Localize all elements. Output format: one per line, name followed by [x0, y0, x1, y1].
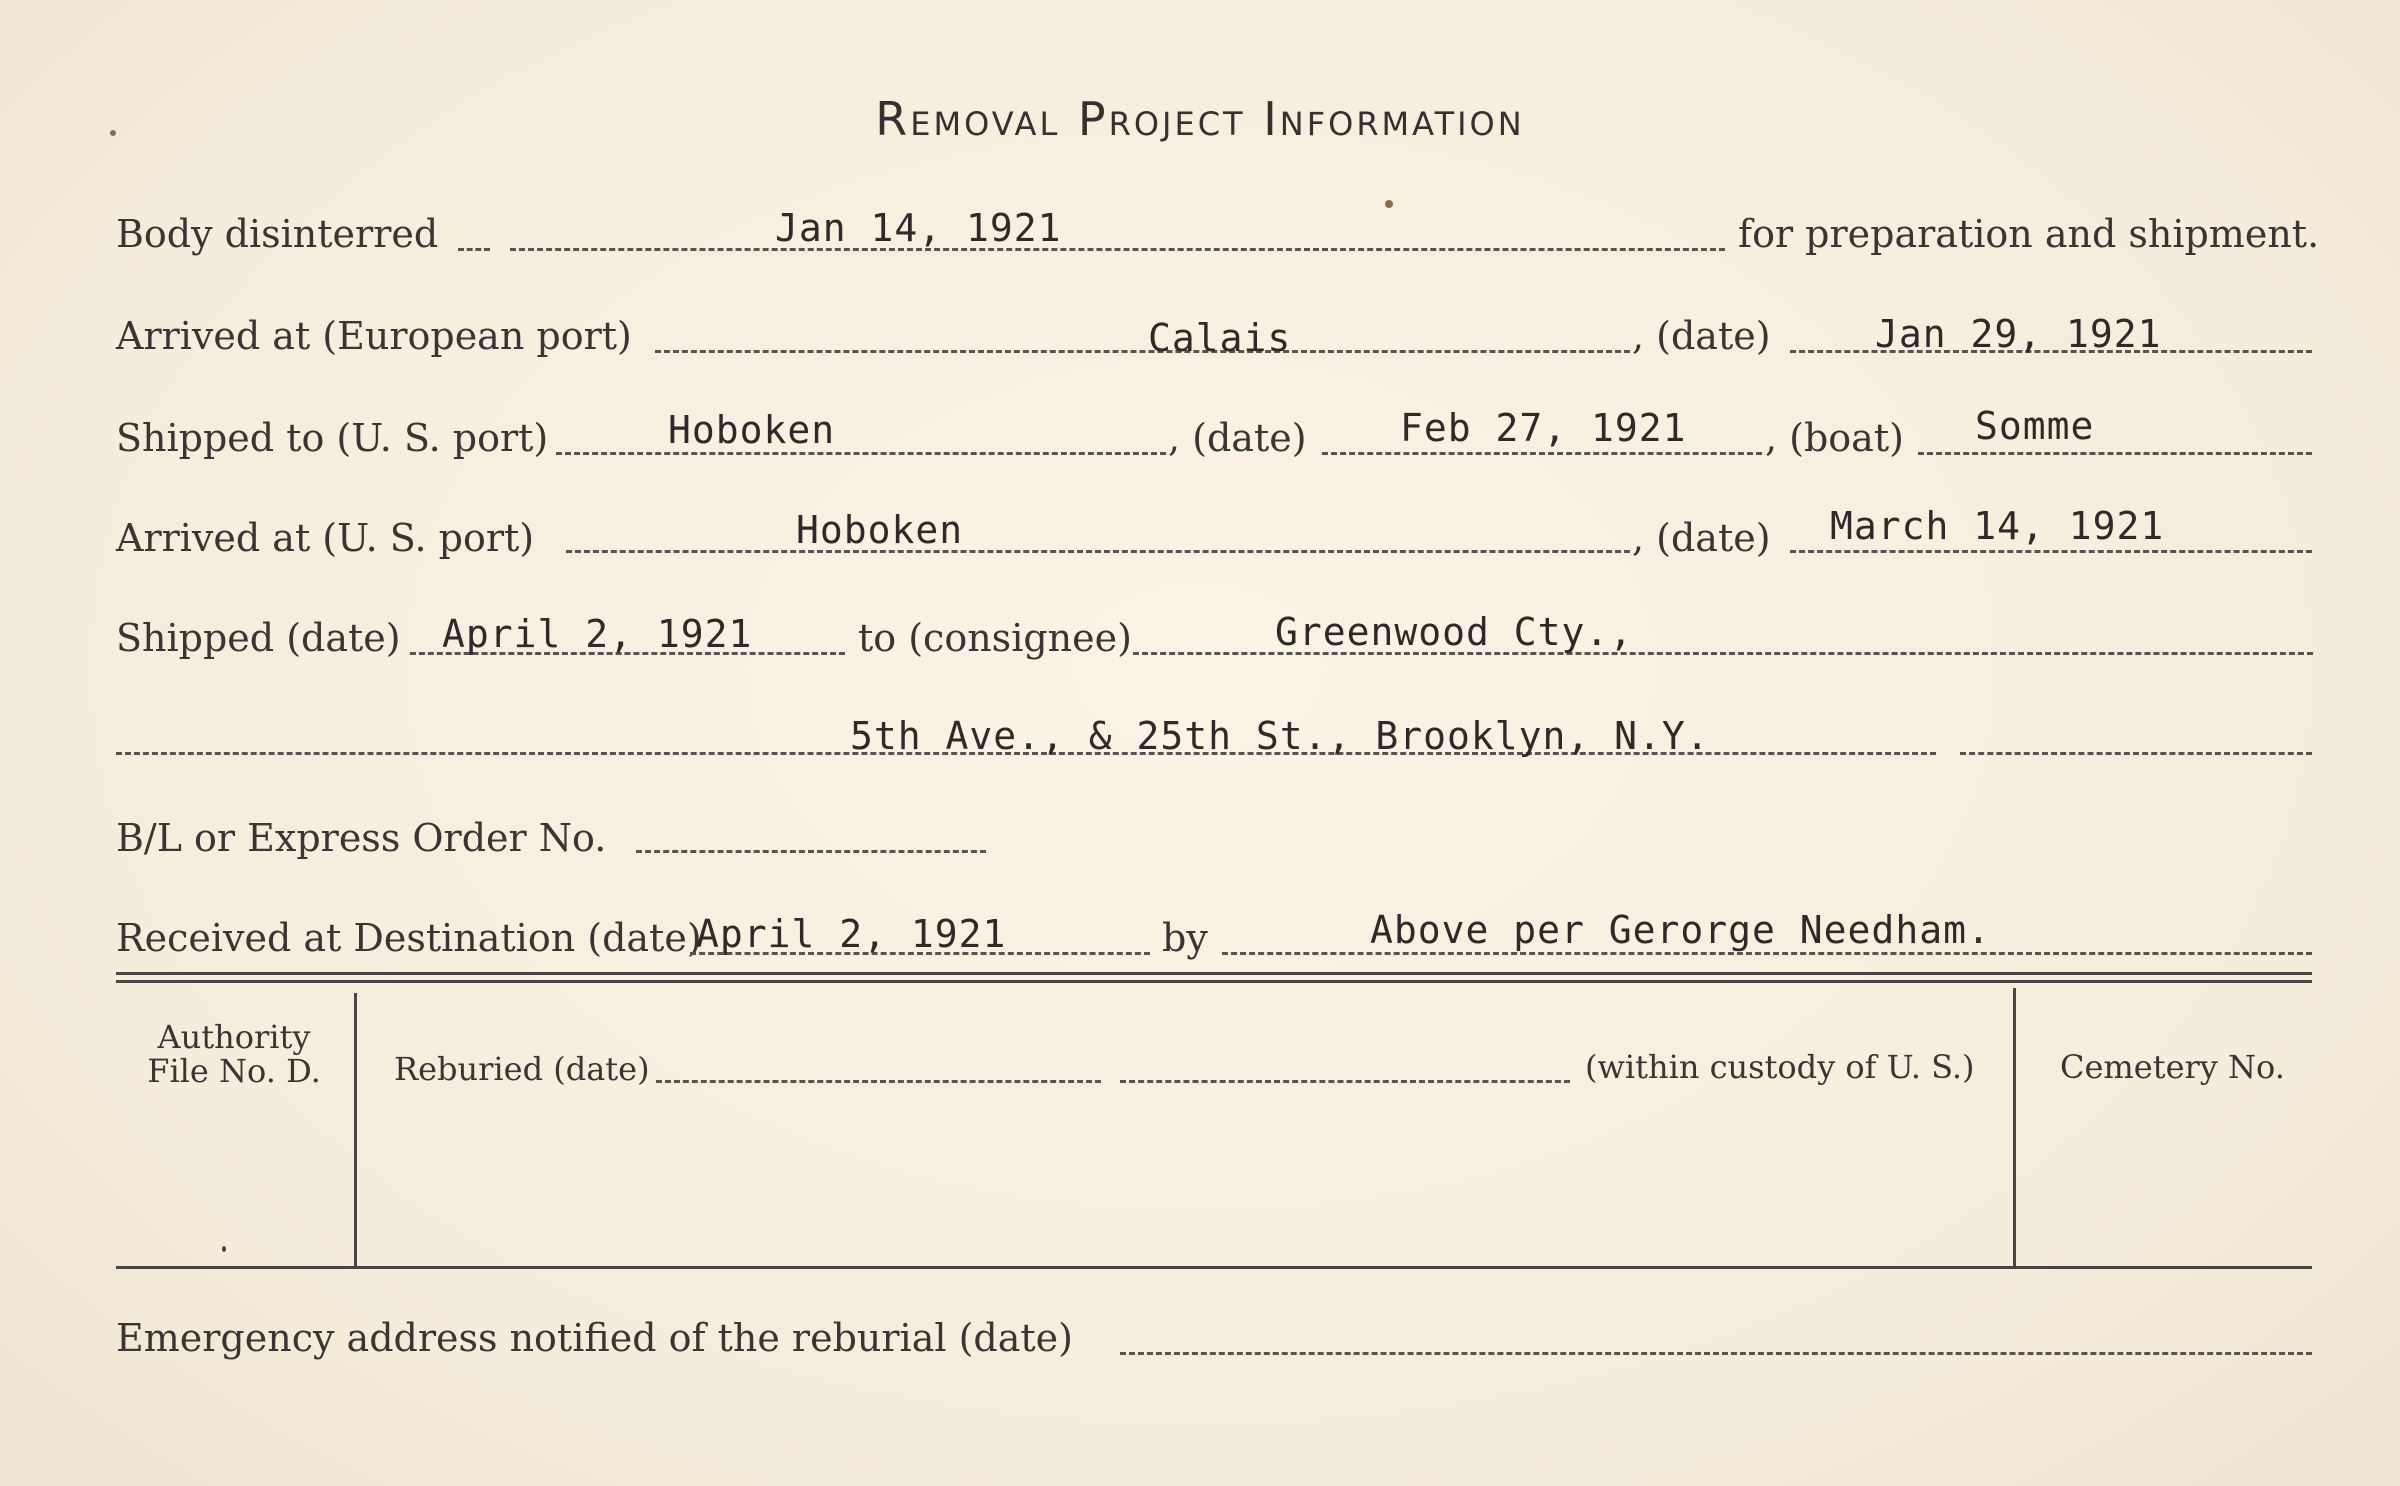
received-by-line [1222, 952, 2312, 955]
arrived-europe-date: Jan 29, 1921 [1875, 312, 2162, 356]
paper-speck [222, 1246, 226, 1252]
reburied-line [656, 1080, 1101, 1083]
arrived-us-label: Arrived at (U. S. port) [116, 516, 535, 560]
received-by: Above per Gerorge Needham. [1370, 908, 1991, 952]
reburied-label: Reburied (date) [394, 1050, 650, 1088]
reburied-line-2 [1120, 1080, 1570, 1083]
shipped-us-date-label: , (date) [1168, 416, 1307, 460]
shipped-date: April 2, 1921 [442, 612, 753, 656]
arrived-us-port: Hoboken [796, 508, 964, 552]
box-bottom-rule [116, 1266, 2312, 1269]
card-title: Removal Project Information [875, 92, 1525, 146]
emergency-line [1120, 1352, 2312, 1355]
shipped-us-port: Hoboken [668, 408, 836, 452]
authority-label-line1: Authority [157, 1018, 311, 1056]
shipped-us-label: Shipped to (U. S. port) [116, 416, 549, 460]
received-by-label: by [1162, 916, 1208, 960]
shipped-us-date: Feb 27, 1921 [1400, 406, 1687, 450]
shipped-date-label: Shipped (date) [116, 616, 401, 660]
disinterred-line [510, 248, 1725, 251]
box-divider-left [354, 993, 357, 1266]
shipped-us-date-line [1322, 452, 1762, 455]
bl-line [636, 850, 986, 853]
shipped-us-boat-line [1918, 452, 2312, 455]
shipped-us-boat-label: , (boat) [1765, 416, 1904, 460]
arrived-europe-port: Calais [1148, 316, 1292, 360]
arrived-us-line [566, 550, 1630, 553]
bl-label: B/L or Express Order No. [116, 816, 607, 860]
address-line-end [1960, 752, 2312, 755]
emergency-label: Emergency address notified of the reburial (date) [116, 1316, 1073, 1360]
arrived-europe-date-label: , (date) [1632, 314, 1771, 358]
disinterred-suffix: for preparation and shipment. [1738, 212, 2320, 256]
disinterred-leader [458, 248, 490, 251]
shipped-us-line [556, 452, 1166, 455]
cemetery-label: Cemetery No. [2060, 1048, 2285, 1086]
box-divider-right [2013, 988, 2016, 1266]
received-date: April 2, 1921 [696, 912, 1007, 956]
box-top-rule [116, 972, 2312, 975]
box-top-rule-2 [116, 980, 2312, 983]
arrived-europe-label: Arrived at (European port) [116, 314, 632, 358]
disinterred-label: Body disinterred [116, 212, 439, 256]
arrived-us-date-line [1790, 550, 2312, 553]
consignee-address: 5th Ave., & 25th St., Brooklyn, N.Y. [850, 714, 1710, 758]
arrived-us-date-label: , (date) [1632, 516, 1771, 560]
consignee-label: to (consignee) [858, 616, 1132, 660]
custody-label: (within custody of U. S.) [1585, 1048, 1975, 1086]
authority-label-line2: File No. D. [147, 1052, 321, 1090]
disinterred-date: Jan 14, 1921 [775, 206, 1062, 250]
arrived-us-date: March 14, 1921 [1830, 504, 2165, 548]
consignee-name: Greenwood Cty., [1275, 610, 1634, 654]
paper-speck [1385, 200, 1393, 208]
shipped-us-boat: Somme [1975, 404, 2095, 448]
paper-speck [110, 130, 116, 136]
arrived-europe-line [655, 350, 1630, 353]
received-label: Received at Destination (date) [116, 916, 702, 960]
